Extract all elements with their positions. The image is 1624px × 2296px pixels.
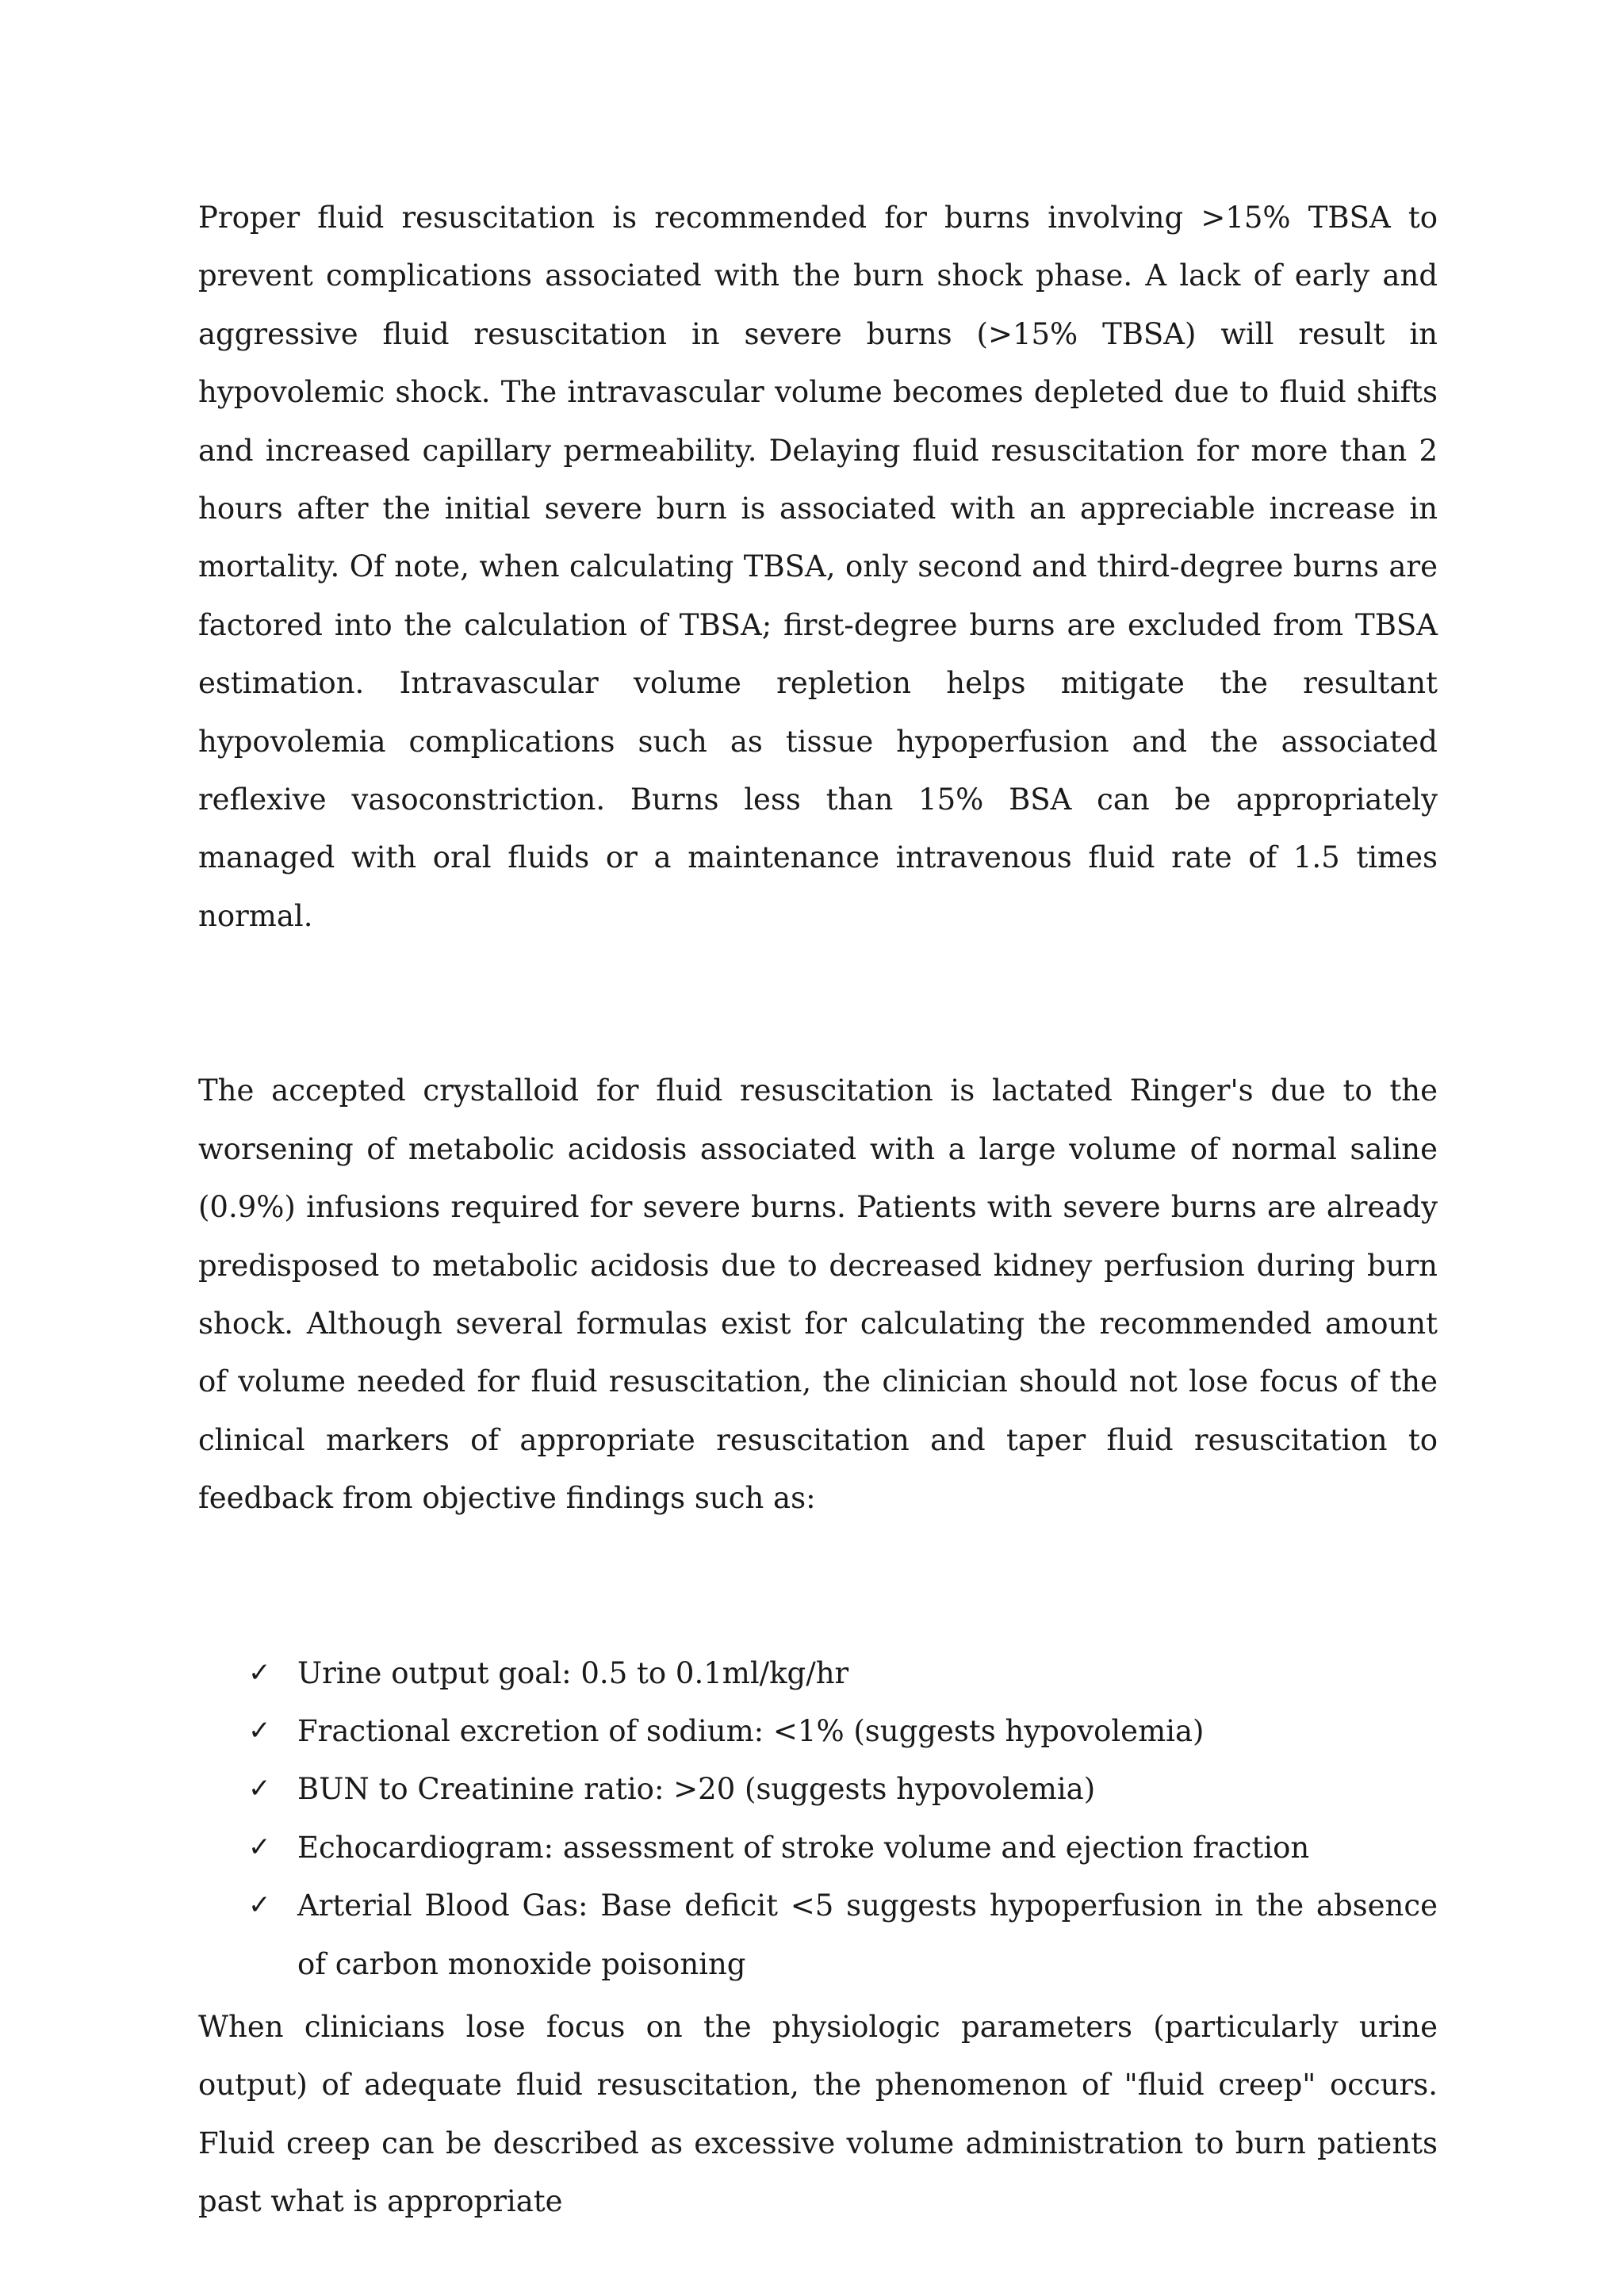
checklist-item-text: BUN to Creatinine ratio: >20 (suggests hypovolemia) <box>297 1772 1096 1807</box>
checklist-item <box>248 1760 1438 1818</box>
paragraph-fluid-creep: When clinicians lose focus on the physiologic parameters (particularly urine output) of adequate fluid resuscitation, the phenomenon of "fluid creep" occurs. Fluid creep can be described as excessive volume administration to burn patients past what is appropriate <box>198 2009 1438 2219</box>
checkmark-icon: ✓ <box>248 1773 271 1805</box>
resuscitation-markers-checklist <box>198 1644 1438 1993</box>
checklist-item-text: Arterial Blood Gas: Base deficit <5 suggests hypoperfusion in the absence of carbon monoxide poisoning <box>297 1888 1438 1981</box>
checklist-item <box>248 1702 1438 1760</box>
checkmark-icon: ✓ <box>248 1889 271 1922</box>
checklist-item <box>248 1644 1438 1702</box>
checklist-item <box>248 1819 1438 1877</box>
checkmark-icon: ✓ <box>248 1656 271 1689</box>
paragraph-spacer <box>198 1528 1438 1644</box>
paragraph-spacer <box>198 945 1438 1062</box>
document-body <box>198 189 1438 2231</box>
checkmark-icon: ✓ <box>248 1831 271 1863</box>
checklist-item-text: Urine output goal: 0.5 to 0.1ml/kg/hr <box>297 1655 849 1690</box>
checklist-item-text: Fractional excretion of sodium: <1% (suggests hypovolemia) <box>297 1713 1205 1748</box>
checklist-item <box>248 1877 1438 1993</box>
checkmark-icon: ✓ <box>248 1714 271 1747</box>
paragraph-crystalloid-choice: The accepted crystalloid for fluid resuscitation is lactated Ringer's due to the worsening of metabolic acidosis associated with a large volume of normal saline (0.9%) infusions required for severe burns. Patients with severe burns are already predisposed to metabolic acidosis due to decreased kidney perfusion during burn shock. Although several formulas exist for calculating the recommended amount of volume needed for fluid resuscitation, the clinician should not lose focus of the clinical markers of appropriate resuscitation and taper fluid resuscitation to feedback from objective findings such as: <box>198 1073 1438 1516</box>
paragraph-fluid-resuscitation-overview: Proper fluid resuscitation is recommended for burns involving >15% TBSA to prevent complications associated with the burn shock phase. A lack of early and aggressive fluid resuscitation in severe burns (>15% TBSA) will result in hypovolemic shock. The intravascular volume becomes depleted due to fluid shifts and increased capillary permeability. Delaying fluid resuscitation for more than 2 hours after the initial severe burn is associated with an appreciable increase in mortality. Of note, when calculating TBSA, only second and third-degree burns are factored into the calculation of TBSA; first-degree burns are excluded from TBSA estimation. Intravascular volume repletion helps mitigate the resultant hypovolemia complications such as tissue hypoperfusion and the associated reflexive vasoconstriction. Burns less than 15% BSA can be appropriately managed with oral fluids or a maintenance intravenous fluid rate of 1.5 times normal. <box>198 201 1438 933</box>
checklist-item-text: Echocardiogram: assessment of stroke volume and ejection fraction <box>297 1830 1310 1865</box>
